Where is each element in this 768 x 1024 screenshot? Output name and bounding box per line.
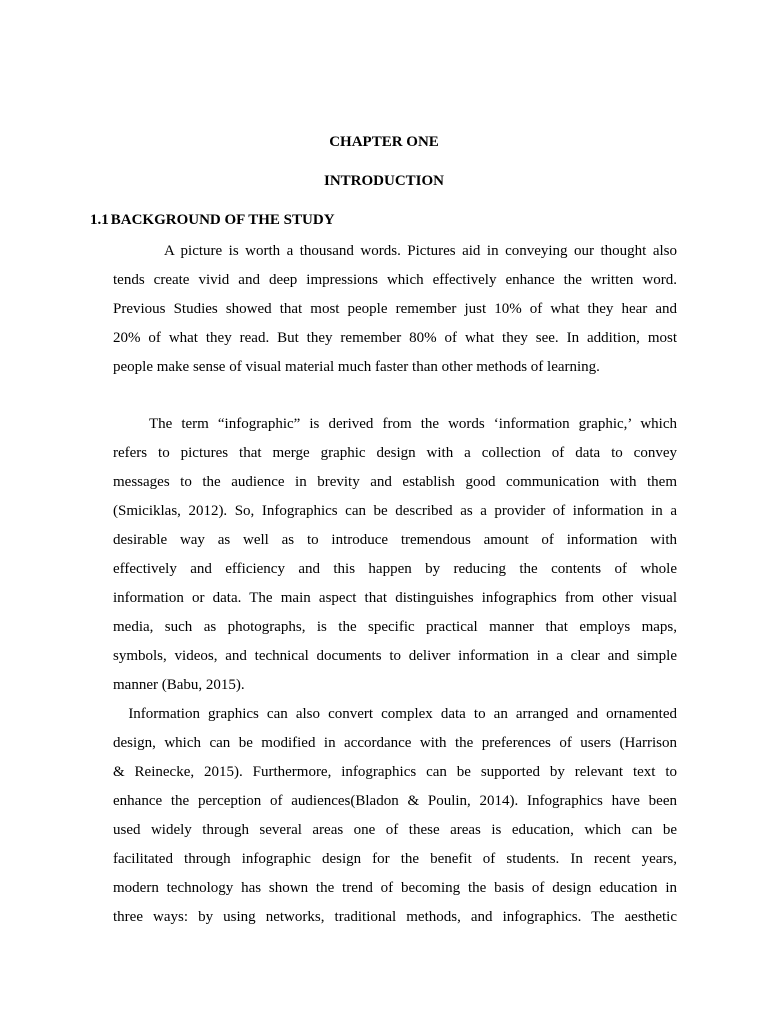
chapter-number: CHAPTER ONE [329, 134, 439, 150]
paragraph-1 [113, 237, 677, 382]
section-heading [90, 212, 335, 229]
section-number: 1.1 [90, 212, 109, 228]
paragraph-line: Previous Studies showed that most people remember just 10% of what they hear and [113, 301, 677, 317]
paragraph-line: refers to pictures that merge graphic design with a collection of data to convey [113, 445, 677, 461]
paragraph-line: symbols, videos, and technical documents to deliver information in a clear and simple [113, 648, 677, 664]
paragraph-line: (Smiciklas, 2012). So, Infographics can be described as a provider of information in a [113, 503, 677, 519]
paragraph-line: information or data. The main aspect that distinguishes infographics from other visual [113, 590, 677, 606]
paragraph-line: used widely through several areas one of these areas is education, which can be [113, 822, 677, 838]
paragraph-line: design, which can be modified in accordance with the preferences of users (Harrison [113, 735, 677, 751]
paragraph-line: 20% of what they read. But they remember 80% of what they see. In addition, most [113, 330, 677, 346]
paragraph-line: & Reinecke, 2015). Furthermore, infographics can be supported by relevant text to [113, 764, 677, 780]
paragraph-line: facilitated through infographic design for the benefit of students. In recent years, [113, 851, 677, 867]
section-title: BACKGROUND OF THE STUDY [110, 212, 335, 228]
paragraph-line: modern technology has shown the trend of becoming the basis of design education in [113, 880, 677, 896]
paragraph-line: enhance the perception of audiences(Bladon & Poulin, 2014). Infographics have been [113, 793, 677, 809]
paragraph-line: effectively and efficiency and this happen by reducing the contents of whole [113, 561, 677, 577]
paragraph-line: The term “infographic” is derived from the words ‘information graphic,’ which [113, 416, 677, 432]
paragraph-line: tends create vivid and deep impressions which effectively enhance the written word. [113, 272, 677, 288]
paragraph-line: people make sense of visual material much faster than other methods of learning. [113, 359, 600, 375]
paragraph-line: manner (Babu, 2015). [113, 677, 245, 693]
paragraph-line: media, such as photographs, is the specific practical manner that employs maps, [113, 619, 677, 635]
paragraph-line: three ways: by using networks, traditional methods, and infographics. The aesthetic [113, 909, 677, 925]
chapter-title: INTRODUCTION [323, 173, 444, 189]
paragraph-2 [113, 410, 677, 700]
paragraph-line: A picture is worth a thousand words. Pictures aid in conveying our thought also [113, 243, 677, 259]
paragraph-line: desirable way as well as to introduce tremendous amount of information with [113, 532, 677, 548]
paragraph-3 [96, 700, 677, 932]
paragraph-line: Information graphics can also convert complex data to an arranged and ornamented [96, 706, 677, 722]
paragraph-line: messages to the audience in brevity and establish good communication with them [113, 474, 677, 490]
